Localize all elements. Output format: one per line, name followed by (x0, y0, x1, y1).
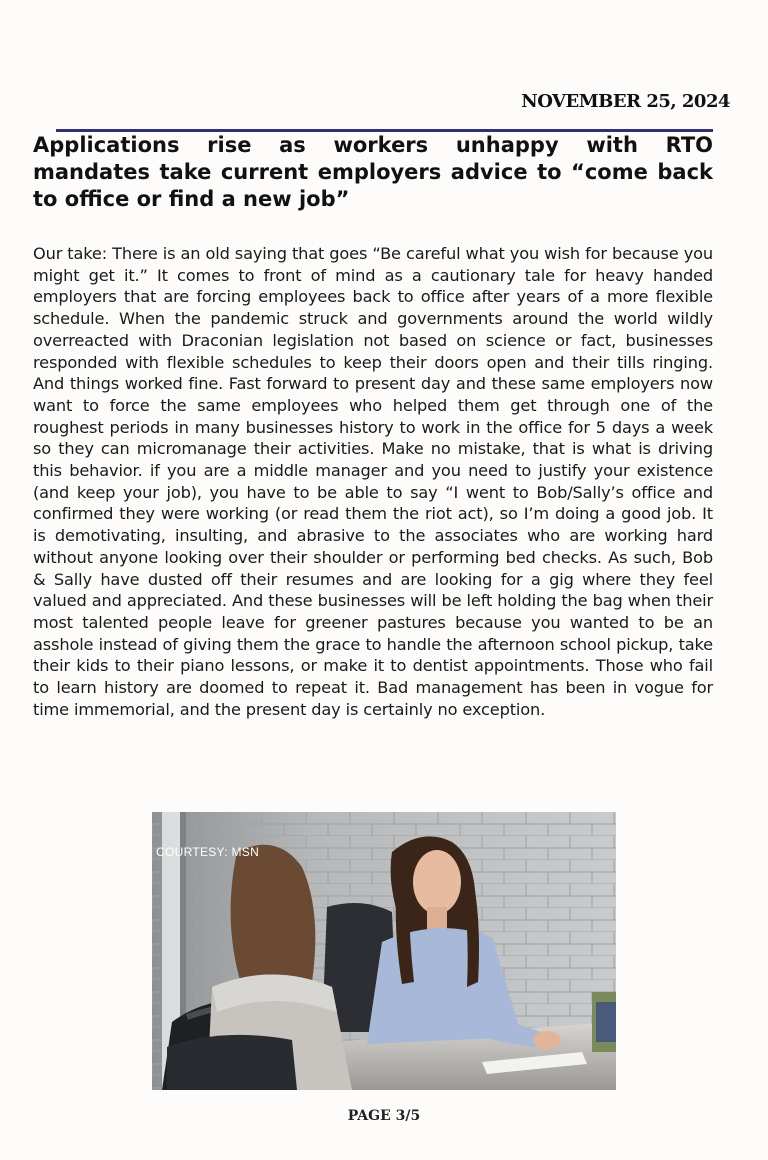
photo-caption: COURTESY: MSN (156, 845, 260, 859)
article-date: NOVEMBER 25, 2024 (521, 91, 730, 112)
page-number: PAGE 3/5 (347, 1108, 421, 1124)
article-body: Our take: There is an old saying that goes “Be careful what you wish for because you might get it.” It comes to front of mind as a cautionary tale for heavy handed employers that are forcing employees back to office after years of a more flexible schedule. When the pandemic struck and governments around the world wildly overreacted with Draconian legislation not based on science or fact, businesses responded with flexible schedules to keep their doors open and their tills ringing. And things worked fine. Fast forward to present day and these same employers now want to force the same employees who helped them get through one of the roughest periods in many businesses history to work in the office for 5 days a week so they can micromanage their activities. Make no mistake, that is what is driving this behavior. if you are a middle manager and you need to justify your existence (and keep your job), you have to be able to say “I went to Bob/Sally’s office and confirmed they were working (or read them the riot act), so I’m doing a good job. It is demotivating, insulting, and abrasive to the associates who are working hard without anyone looking over their shoulder or performing bed checks. As such, Bob & Sally have dusted off their resumes and are looking for a gig where they feel valued and appreciated. And these businesses will be left holding the bag when their most talented people leave for greener pastures because you wanted to be an asshole instead of giving them the grace to handle the afternoon school pickup, take their kids to their piano lessons, or make it to dentist appointments. Those who fail to learn history are doomed to repeat it. Bad management has been in vogue for time immemorial, and the present day is certainly no exception. (33, 244, 713, 719)
article-headline: Applications rise as workers unhappy with RTO mandates take current employers advice to “come back to office or find a new job” (33, 133, 713, 211)
article-photo (152, 812, 616, 1090)
